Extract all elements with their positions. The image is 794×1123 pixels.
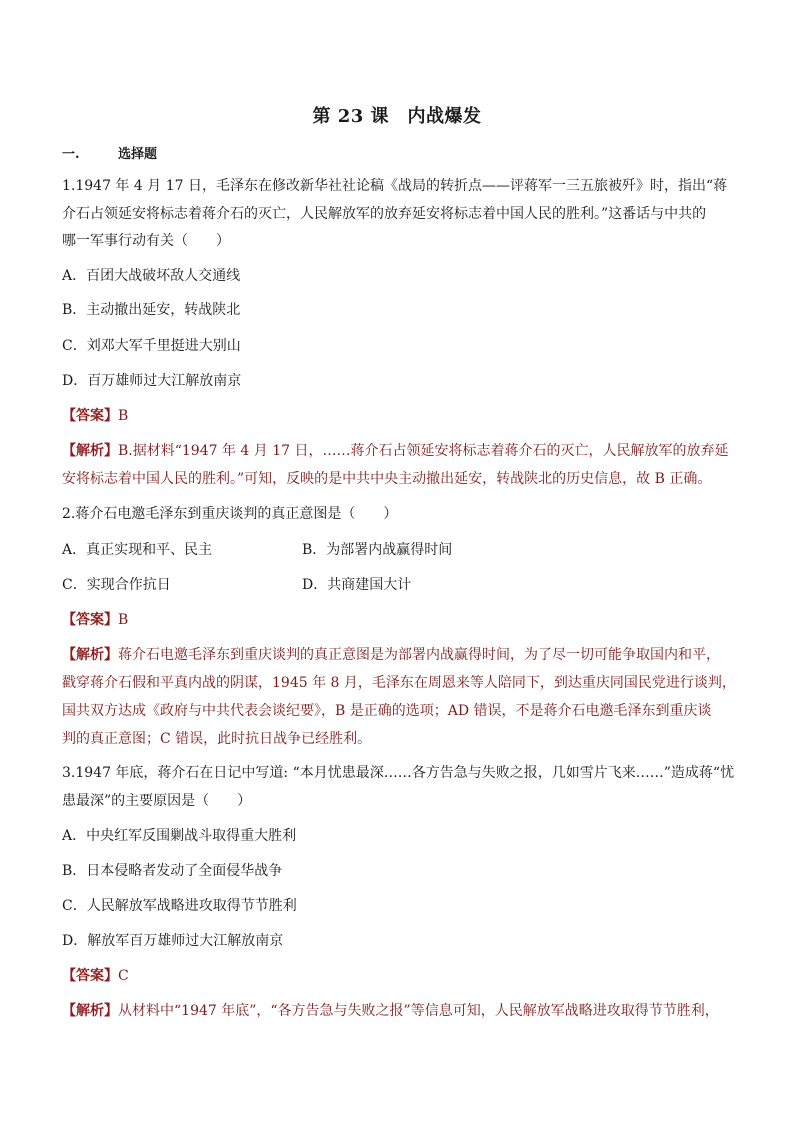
answer-tag: 【答案】 (62, 612, 118, 628)
q1-option-d: D．百万雄师过大江解放南京 (62, 373, 242, 389)
q2-analysis-line-2: 戳穿蒋介石假和平真内战的阴谋，1945 年 8 月，毛泽东在周恩来等人陪同下，到达重庆同国民党进行谈判， (62, 675, 736, 691)
q3-option-d: D．解放军百万雄师过大江解放南京 (62, 933, 284, 949)
analysis-text: 蒋介石电邀毛泽东到重庆谈判的真正意图是为部署内战赢得时间，为了尽一切可能争取国内和平， (118, 647, 720, 663)
q1-analysis-line-1 (62, 441, 732, 461)
q2-option-a: A．真正实现和平、民主 (62, 542, 213, 558)
analysis-tag: 【解析】 (62, 647, 118, 663)
q1-analysis-line-2: 安将标志着中国人民的胜利。”可知，反映的是中共中央主动撤出延安，转战陕北的历史信息，故 B 正确。 (62, 471, 712, 487)
q2-analysis-line-4: 判的真正意图；C 错误，此时抗日战争已经胜利。 (62, 731, 372, 747)
q2-answer (62, 610, 732, 630)
analysis-text: B.据材料“1947 年 4 月 17 日，……蒋介石占领延安将标志着蒋介石的灭亡，人民解放军的放弃延 (118, 443, 729, 459)
q2-analysis-line-3: 国共双方达成《政府与中共代表会谈纪要》，B 是正确的选项；AD 错误，不是蒋介石电邀毛泽东到重庆谈 (62, 703, 712, 719)
q2-options-row-1 (62, 540, 732, 560)
section-label: 选择题 (118, 147, 158, 162)
question-1-line-2: 介石占领延安将标志着蒋介石的灭亡，人民解放军的放弃延安将标志着中国人民的胜利。”这番话与中共的 (62, 206, 707, 222)
analysis-tag: 【解析】 (62, 443, 118, 459)
q3-option-b: B．日本侵略者发动了全面侵华战争 (62, 863, 283, 879)
section-number: 一. (62, 147, 80, 162)
answer-value: C (118, 968, 129, 984)
analysis-text: 从材料中“1947 年底”，“各方告急与失败之报”等信息可知，人民解放军战略进攻取得节节胜利， (118, 1003, 719, 1019)
q1-option-c: C．刘邓大军千里挺进大别山 (62, 338, 241, 354)
question-1-line-3: 哪一军事行动有关（ ） (62, 233, 230, 249)
question-3-line-2: 患最深”的主要原因是（ ） (62, 793, 252, 809)
question-3-line-1: 3.1947 年底，蒋介石在日记中写道: “本月忧患最深……各方告急与失败之报，几如雪片飞来……”造成蒋“忧 (62, 765, 735, 781)
answer-value: B (118, 612, 129, 628)
q2-options-row-2 (62, 575, 732, 595)
q1-answer (62, 406, 732, 426)
q2-option-b: B．为部署内战赢得时间 (302, 542, 453, 558)
question-2-line-1: 2.蒋介石电邀毛泽东到重庆谈判的真正意图是（ ） (62, 506, 398, 522)
section-heading (62, 143, 157, 162)
answer-tag: 【答案】 (62, 408, 118, 424)
q2-option-c: C．实现合作抗日 (62, 577, 171, 593)
q2-option-d: D．共商建国大计 (302, 577, 412, 593)
page-title: 第 23 课 内战爆发 (312, 106, 482, 127)
answer-value: B (118, 408, 129, 424)
q3-answer (62, 966, 732, 986)
q3-option-a: A．中央红军反围剿战斗取得重大胜利 (62, 828, 297, 844)
q3-analysis-line-1 (62, 1001, 732, 1021)
q1-option-a: A．百团大战破坏敌人交通线 (62, 268, 241, 284)
question-1-line-1: 1.1947 年 4 月 17 日，毛泽东在修改新华社社论稿《战局的转折点——评蒋军一三五旅被歼》时，指出“蒋 (62, 178, 728, 194)
q2-analysis-line-1 (62, 645, 732, 665)
answer-tag: 【答案】 (62, 968, 118, 984)
q1-option-b: B．主动撤出延安，转战陕北 (62, 302, 241, 318)
q3-option-c: C．人民解放军战略进攻取得节节胜利 (62, 898, 297, 914)
analysis-tag: 【解析】 (62, 1003, 118, 1019)
